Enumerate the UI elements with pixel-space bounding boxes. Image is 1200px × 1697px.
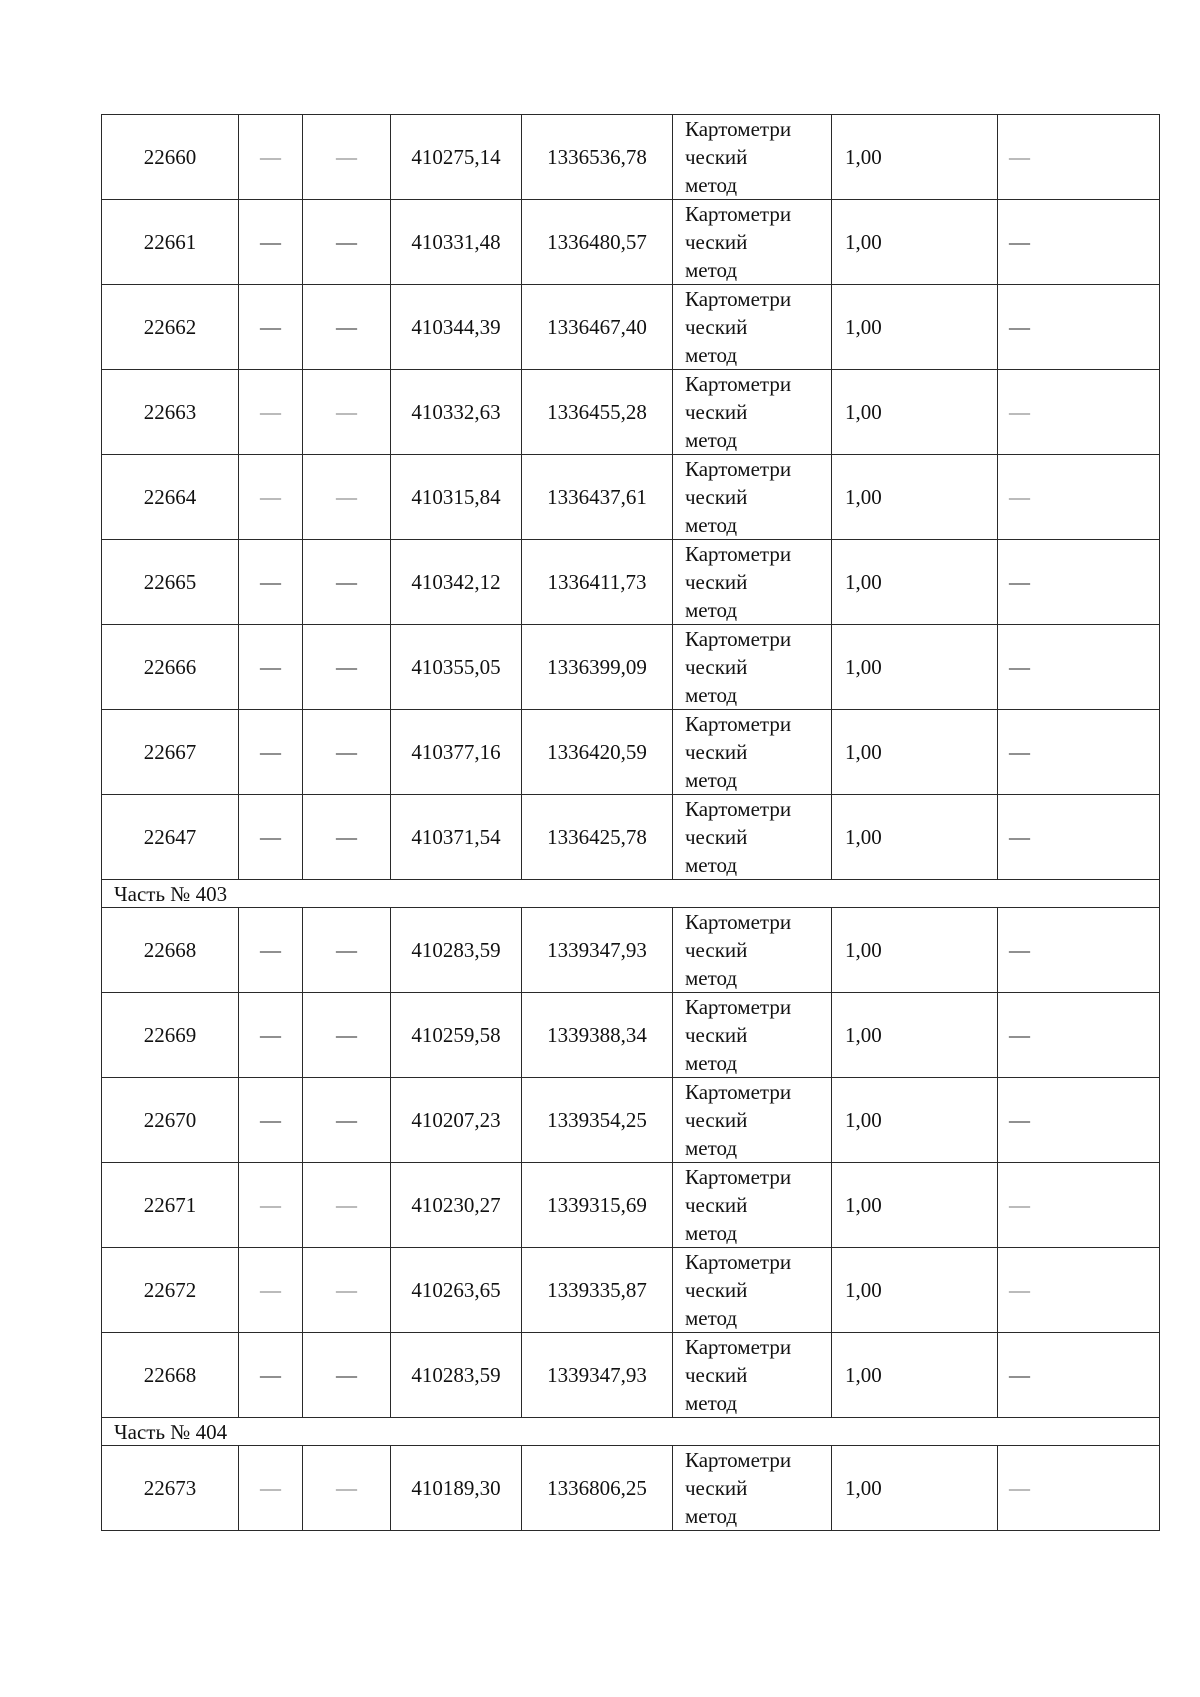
method-line: ческий <box>685 740 748 764</box>
empty-dash-3-cell <box>998 908 1160 993</box>
coord-x: 410207,23 <box>391 1078 522 1163</box>
method-line: Картометри <box>685 995 792 1019</box>
empty-dash-3: — <box>1009 1475 1030 1500</box>
table-row <box>102 1248 1160 1333</box>
empty-dash-2-cell <box>303 1248 391 1333</box>
empty-dash-2-cell <box>303 993 391 1078</box>
empty-dash-1-cell <box>239 370 303 455</box>
empty-dash-3: — <box>1009 1022 1030 1047</box>
point-number: 22669 <box>102 993 239 1078</box>
empty-dash-1-cell <box>239 115 303 200</box>
method-line: Картометри <box>685 287 792 311</box>
method-line: ческий <box>685 1023 748 1047</box>
point-number: 22668 <box>102 1333 239 1418</box>
method-line: метод <box>685 1221 738 1245</box>
method-line: метод <box>685 513 738 537</box>
empty-dash-3: — <box>1009 144 1030 169</box>
empty-dash-2-cell <box>303 1078 391 1163</box>
method-line: ческий <box>685 1193 748 1217</box>
accuracy-value: 1,00 <box>832 370 998 455</box>
empty-dash-2-cell <box>303 625 391 710</box>
method-line: метод <box>685 428 738 452</box>
accuracy-value: 1,00 <box>832 625 998 710</box>
coord-y: 1336536,78 <box>522 115 673 200</box>
empty-dash-1: — <box>260 1022 281 1047</box>
empty-dash-3-cell <box>998 625 1160 710</box>
empty-dash-2: — <box>336 314 357 339</box>
coord-x: 410283,59 <box>391 908 522 993</box>
coord-y: 1336420,59 <box>522 710 673 795</box>
empty-dash-3: — <box>1009 569 1030 594</box>
empty-dash-3-cell <box>998 795 1160 880</box>
method-line: ческий <box>685 485 748 509</box>
method-line: ческий <box>685 315 748 339</box>
table-body <box>102 115 1160 1531</box>
empty-dash-1-cell <box>239 285 303 370</box>
coord-y: 1336411,73 <box>522 540 673 625</box>
empty-dash-2-cell <box>303 540 391 625</box>
method-line: Картометри <box>685 202 792 226</box>
empty-dash-3-cell <box>998 1333 1160 1418</box>
coord-x: 410189,30 <box>391 1446 522 1531</box>
coord-y: 1339347,93 <box>522 908 673 993</box>
empty-dash-3-cell <box>998 1078 1160 1163</box>
coord-y: 1336806,25 <box>522 1446 673 1531</box>
empty-dash-2: — <box>336 569 357 594</box>
empty-dash-1-cell <box>239 710 303 795</box>
empty-dash-1-cell <box>239 795 303 880</box>
method-cell <box>673 1163 832 1248</box>
empty-dash-3-cell <box>998 200 1160 285</box>
empty-dash-3-cell <box>998 1446 1160 1531</box>
coord-y: 1339388,34 <box>522 993 673 1078</box>
table-row <box>102 710 1160 795</box>
table-row <box>102 993 1160 1078</box>
empty-dash-3: — <box>1009 654 1030 679</box>
method-line: ческий <box>685 1476 748 1500</box>
table-row <box>102 1446 1160 1531</box>
method-line: Картометри <box>685 712 792 736</box>
coord-y: 1339335,87 <box>522 1248 673 1333</box>
table-row <box>102 115 1160 200</box>
empty-dash-3-cell <box>998 1163 1160 1248</box>
point-number: 22672 <box>102 1248 239 1333</box>
empty-dash-3: — <box>1009 229 1030 254</box>
empty-dash-1-cell <box>239 1163 303 1248</box>
coord-x: 410377,16 <box>391 710 522 795</box>
empty-dash-3: — <box>1009 484 1030 509</box>
empty-dash-1: — <box>260 144 281 169</box>
accuracy-value: 1,00 <box>832 908 998 993</box>
section-label: Часть № 403 <box>102 880 1160 908</box>
method-line: метод <box>685 1504 738 1528</box>
method-line: ческий <box>685 938 748 962</box>
coord-y: 1339315,69 <box>522 1163 673 1248</box>
point-number: 22665 <box>102 540 239 625</box>
method-cell <box>673 115 832 200</box>
empty-dash-1: — <box>260 1277 281 1302</box>
coord-x: 410344,39 <box>391 285 522 370</box>
method-cell <box>673 285 832 370</box>
empty-dash-3-cell <box>998 710 1160 795</box>
method-cell <box>673 1248 832 1333</box>
empty-dash-3-cell <box>998 1248 1160 1333</box>
method-cell <box>673 795 832 880</box>
point-number: 22673 <box>102 1446 239 1531</box>
coord-x: 410263,65 <box>391 1248 522 1333</box>
accuracy-value: 1,00 <box>832 1163 998 1248</box>
table-row <box>102 370 1160 455</box>
accuracy-value: 1,00 <box>832 1446 998 1531</box>
method-line: Картометри <box>685 542 792 566</box>
empty-dash-3-cell <box>998 285 1160 370</box>
method-line: ческий <box>685 400 748 424</box>
empty-dash-1: — <box>260 739 281 764</box>
empty-dash-2: — <box>336 144 357 169</box>
method-line: ческий <box>685 655 748 679</box>
table-row <box>102 1078 1160 1163</box>
empty-dash-3-cell <box>998 540 1160 625</box>
point-number: 22671 <box>102 1163 239 1248</box>
empty-dash-3: — <box>1009 399 1030 424</box>
empty-dash-2: — <box>336 739 357 764</box>
empty-dash-2-cell <box>303 200 391 285</box>
accuracy-value: 1,00 <box>832 993 998 1078</box>
accuracy-value: 1,00 <box>832 710 998 795</box>
empty-dash-1-cell <box>239 625 303 710</box>
method-line: Картометри <box>685 1080 792 1104</box>
method-line: метод <box>685 1306 738 1330</box>
empty-dash-2-cell <box>303 1163 391 1248</box>
method-line: Картометри <box>685 797 792 821</box>
method-line: метод <box>685 683 738 707</box>
coord-y: 1336399,09 <box>522 625 673 710</box>
section-label: Часть № 404 <box>102 1418 1160 1446</box>
method-line: ческий <box>685 570 748 594</box>
method-line: метод <box>685 598 738 622</box>
method-cell <box>673 993 832 1078</box>
empty-dash-2-cell <box>303 455 391 540</box>
point-number: 22663 <box>102 370 239 455</box>
table-row <box>102 1333 1160 1418</box>
empty-dash-2: — <box>336 824 357 849</box>
empty-dash-1: — <box>260 569 281 594</box>
method-line: метод <box>685 1136 738 1160</box>
empty-dash-1: — <box>260 824 281 849</box>
empty-dash-2: — <box>336 1192 357 1217</box>
empty-dash-2: — <box>336 654 357 679</box>
coord-x: 410371,54 <box>391 795 522 880</box>
coord-x: 410342,12 <box>391 540 522 625</box>
method-line: Картометри <box>685 457 792 481</box>
coord-y: 1339347,93 <box>522 1333 673 1418</box>
point-number: 22662 <box>102 285 239 370</box>
table-row <box>102 540 1160 625</box>
empty-dash-1-cell <box>239 1248 303 1333</box>
coord-x: 410230,27 <box>391 1163 522 1248</box>
method-line: ческий <box>685 230 748 254</box>
empty-dash-1-cell <box>239 908 303 993</box>
method-line: Картометри <box>685 910 792 934</box>
empty-dash-1-cell <box>239 993 303 1078</box>
table-row <box>102 1163 1160 1248</box>
method-line: метод <box>685 1391 738 1415</box>
empty-dash-2: — <box>336 937 357 962</box>
empty-dash-1: — <box>260 399 281 424</box>
empty-dash-1: — <box>260 1192 281 1217</box>
table-row <box>102 455 1160 540</box>
accuracy-value: 1,00 <box>832 200 998 285</box>
empty-dash-3: — <box>1009 739 1030 764</box>
method-cell <box>673 1333 832 1418</box>
method-line: Картометри <box>685 1165 792 1189</box>
method-line: ческий <box>685 145 748 169</box>
coord-x: 410283,59 <box>391 1333 522 1418</box>
coord-y: 1336437,61 <box>522 455 673 540</box>
empty-dash-3: — <box>1009 1362 1030 1387</box>
method-line: Картометри <box>685 627 792 651</box>
table-row <box>102 200 1160 285</box>
empty-dash-3-cell <box>998 455 1160 540</box>
empty-dash-3: — <box>1009 824 1030 849</box>
method-line: метод <box>685 853 738 877</box>
empty-dash-1: — <box>260 314 281 339</box>
method-line: метод <box>685 258 738 282</box>
accuracy-value: 1,00 <box>832 795 998 880</box>
coord-x: 410332,63 <box>391 370 522 455</box>
empty-dash-1-cell <box>239 1446 303 1531</box>
method-line: ческий <box>685 1108 748 1132</box>
coord-y: 1336455,28 <box>522 370 673 455</box>
coord-x: 410275,14 <box>391 115 522 200</box>
empty-dash-3: — <box>1009 1277 1030 1302</box>
empty-dash-1-cell <box>239 200 303 285</box>
point-number: 22664 <box>102 455 239 540</box>
empty-dash-2: — <box>336 1107 357 1132</box>
method-line: метод <box>685 966 738 990</box>
empty-dash-1: — <box>260 937 281 962</box>
empty-dash-1: — <box>260 229 281 254</box>
method-cell <box>673 370 832 455</box>
empty-dash-1-cell <box>239 1078 303 1163</box>
table-row <box>102 625 1160 710</box>
empty-dash-2-cell <box>303 115 391 200</box>
empty-dash-3: — <box>1009 1107 1030 1132</box>
method-cell <box>673 1078 832 1163</box>
point-number: 22667 <box>102 710 239 795</box>
method-cell <box>673 710 832 795</box>
empty-dash-2: — <box>336 1277 357 1302</box>
coord-x: 410259,58 <box>391 993 522 1078</box>
empty-dash-1-cell <box>239 1333 303 1418</box>
empty-dash-3: — <box>1009 314 1030 339</box>
empty-dash-1-cell <box>239 540 303 625</box>
accuracy-value: 1,00 <box>832 285 998 370</box>
accuracy-value: 1,00 <box>832 455 998 540</box>
method-line: метод <box>685 768 738 792</box>
empty-dash-1: — <box>260 1475 281 1500</box>
empty-dash-1: — <box>260 654 281 679</box>
method-cell <box>673 908 832 993</box>
empty-dash-2: — <box>336 484 357 509</box>
method-line: Картометри <box>685 372 792 396</box>
method-line: Картометри <box>685 117 792 141</box>
empty-dash-2: — <box>336 399 357 424</box>
coord-y: 1336467,40 <box>522 285 673 370</box>
empty-dash-2: — <box>336 229 357 254</box>
method-line: метод <box>685 343 738 367</box>
point-number: 22660 <box>102 115 239 200</box>
method-cell <box>673 625 832 710</box>
empty-dash-3-cell <box>998 993 1160 1078</box>
method-cell <box>673 200 832 285</box>
method-line: Картометри <box>685 1335 792 1359</box>
point-number: 22666 <box>102 625 239 710</box>
empty-dash-2-cell <box>303 285 391 370</box>
empty-dash-1-cell <box>239 455 303 540</box>
empty-dash-3: — <box>1009 1192 1030 1217</box>
point-number: 22670 <box>102 1078 239 1163</box>
accuracy-value: 1,00 <box>832 1078 998 1163</box>
table-row <box>102 285 1160 370</box>
empty-dash-3-cell <box>998 370 1160 455</box>
coord-y: 1336425,78 <box>522 795 673 880</box>
method-line: Картометри <box>685 1250 792 1274</box>
method-line: ческий <box>685 1363 748 1387</box>
section-header-row <box>102 1418 1160 1446</box>
section-header-row <box>102 880 1160 908</box>
method-line: ческий <box>685 1278 748 1302</box>
method-line: ческий <box>685 825 748 849</box>
accuracy-value: 1,00 <box>832 1333 998 1418</box>
method-line: метод <box>685 173 738 197</box>
empty-dash-2: — <box>336 1475 357 1500</box>
accuracy-value: 1,00 <box>832 540 998 625</box>
empty-dash-3-cell <box>998 115 1160 200</box>
empty-dash-1: — <box>260 484 281 509</box>
empty-dash-3: — <box>1009 937 1030 962</box>
empty-dash-2: — <box>336 1362 357 1387</box>
empty-dash-2-cell <box>303 795 391 880</box>
empty-dash-2-cell <box>303 908 391 993</box>
method-cell <box>673 540 832 625</box>
coordinates-table <box>101 114 1160 1531</box>
empty-dash-1: — <box>260 1107 281 1132</box>
empty-dash-2-cell <box>303 1446 391 1531</box>
empty-dash-1: — <box>260 1362 281 1387</box>
method-line: Картометри <box>685 1448 792 1472</box>
method-line: метод <box>685 1051 738 1075</box>
coord-x: 410331,48 <box>391 200 522 285</box>
table-row <box>102 908 1160 993</box>
accuracy-value: 1,00 <box>832 115 998 200</box>
coord-y: 1339354,25 <box>522 1078 673 1163</box>
method-cell <box>673 455 832 540</box>
empty-dash-2-cell <box>303 1333 391 1418</box>
table-row <box>102 795 1160 880</box>
coord-x: 410355,05 <box>391 625 522 710</box>
method-cell <box>673 1446 832 1531</box>
coord-x: 410315,84 <box>391 455 522 540</box>
point-number: 22668 <box>102 908 239 993</box>
empty-dash-2-cell <box>303 710 391 795</box>
accuracy-value: 1,00 <box>832 1248 998 1333</box>
empty-dash-2-cell <box>303 370 391 455</box>
point-number: 22647 <box>102 795 239 880</box>
coord-y: 1336480,57 <box>522 200 673 285</box>
point-number: 22661 <box>102 200 239 285</box>
empty-dash-2: — <box>336 1022 357 1047</box>
